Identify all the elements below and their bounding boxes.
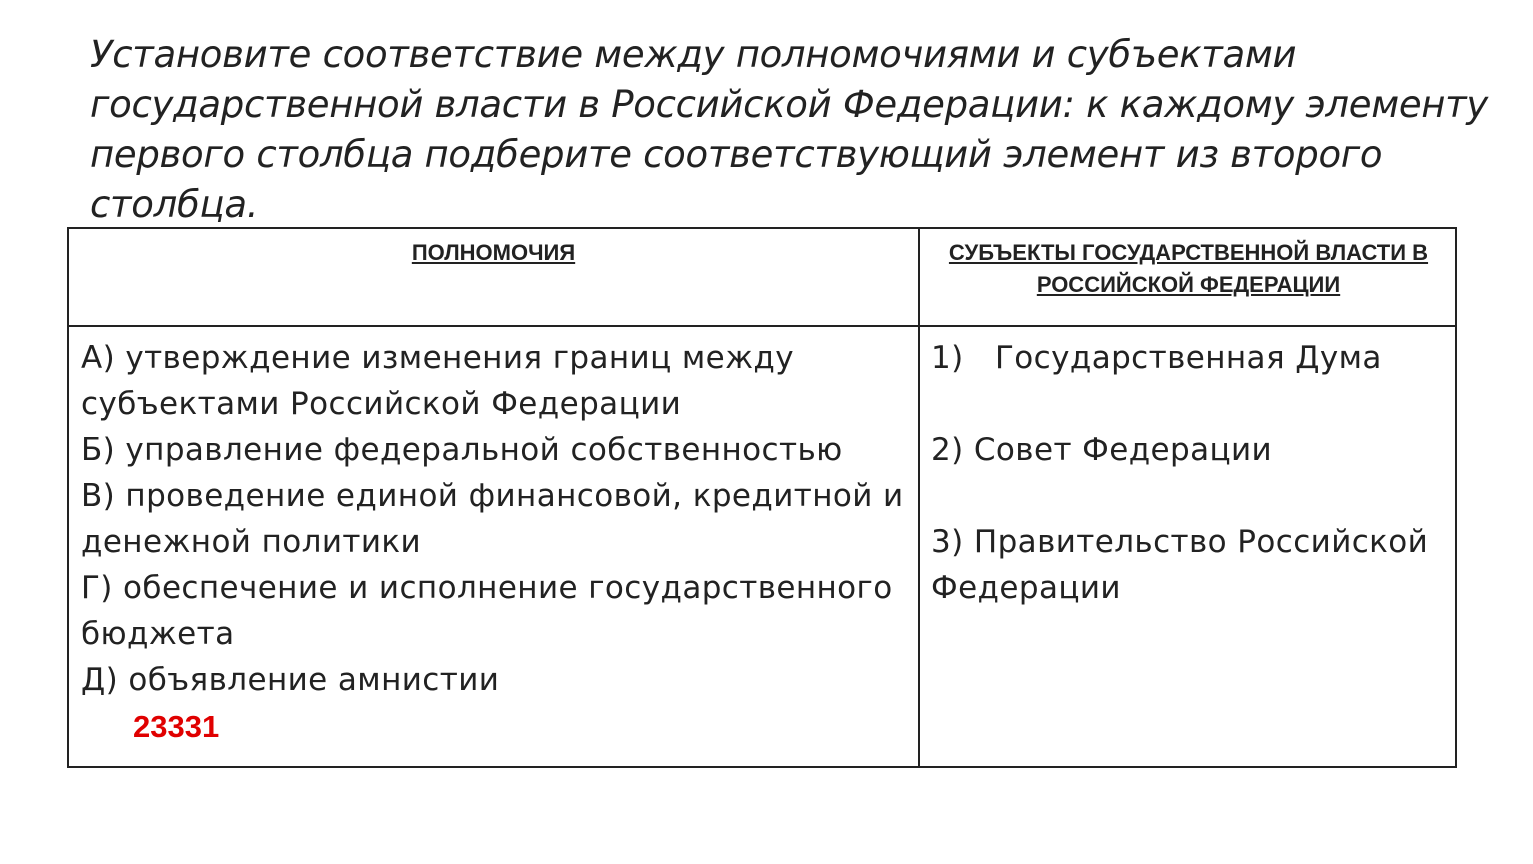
power-item-g: Г) обеспечение и исполнение государственного бюджета <box>81 570 893 652</box>
power-item-d: Д) объявление амнистии <box>81 662 500 698</box>
subject-item-3 <box>931 519 1451 611</box>
header-subjects: СУБЪЕКТЫ ГОСУДАРСТВЕННОЙ ВЛАСТИ В РОССИЙСКОЙ ФЕДЕРАЦИИ <box>948 240 1429 297</box>
matching-table <box>67 227 1457 768</box>
subject-label: Государственная Дума <box>995 340 1382 376</box>
power-item-a: А) утверждение изменения границ между субъектами Российской Федерации <box>81 340 794 422</box>
header-divider <box>69 325 1455 327</box>
power-item-b: Б) управление федеральной собственностью <box>81 432 843 468</box>
subject-item-2 <box>931 427 1451 473</box>
header-powers: ПОЛНОМОЧИЯ <box>411 240 576 265</box>
powers-cell <box>81 335 911 751</box>
answer-code: 23331 <box>133 709 220 744</box>
subject-label: Совет Федерации <box>973 432 1273 468</box>
column-divider <box>918 229 920 766</box>
subject-label: Правительство Российской Федерации <box>931 524 1429 606</box>
subjects-cell <box>931 335 1451 657</box>
subject-number: 1) <box>931 340 964 376</box>
power-item-v: В) проведение единой финансовой, кредитной и денежной политики <box>81 478 904 560</box>
task-title: Установите соответствие между полномочиями и субъектами государственной власти в Российской Федерации: к каждому элементу первого столбца подберите соответствующий элемент из второго столбца. <box>90 33 1489 226</box>
subject-number: 3) <box>931 524 964 560</box>
subject-item-1 <box>931 335 1451 381</box>
subject-number: 2) <box>931 432 964 468</box>
